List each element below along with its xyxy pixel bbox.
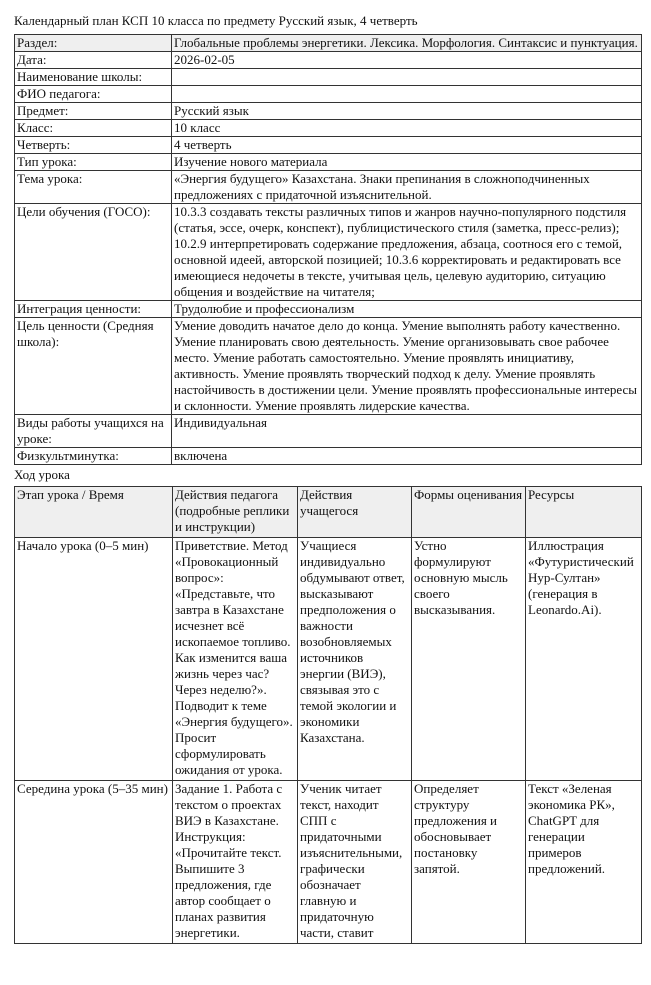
lesson-info-table	[14, 34, 642, 465]
info-value: Индивидуальная	[172, 415, 642, 448]
info-label: Тип урока:	[15, 154, 172, 171]
info-label: Интеграция ценности:	[15, 301, 172, 318]
cell-teacher: Приветствие. Метод «Провокационный вопрос»: «Представьте, что завтра в Казахстане исчезнет всё ископаемое топливо. Как изменится ваша жизнь через час? Через неделю?». Подводит к теме «Энергия будущего». Просит сформулировать ожидания от урока.	[173, 538, 298, 781]
cell-assessment: Устно формулируют основную мысль своего высказывания.	[412, 538, 526, 781]
info-label: Виды работы учащихся на уроке:	[15, 415, 172, 448]
cell-assessment: Определяет структуру предложения и обосновывает постановку запятой.	[412, 781, 526, 944]
info-label: Цель ценности (Средняя школа):	[15, 318, 172, 415]
info-row-subject	[15, 103, 642, 120]
info-value: 10.3.3 создавать тексты различных типов и жанров научно-популярного подстиля (статья, эссе, очерк, конспект), публицистического стиля (заметка, пресс-релиз); 10.2.9 интерпретировать содержание предложения, абзаца, соотнося его с темой, основной идеей, авторской позицией; 10.3.6 корректировать и редактировать все имеющиеся недочеты в тексте, учитывая цель, целевую аудиторию, ситуацию общения и воздействие на читателя;	[172, 204, 642, 301]
info-row-topic	[15, 171, 642, 204]
document-title: Календарный план КСП 10 класса по предмету Русский язык, 4 четверть	[14, 13, 418, 28]
info-label: Четверть:	[15, 137, 172, 154]
info-row-section	[15, 35, 642, 52]
info-row-work-types	[15, 415, 642, 448]
info-row-value-goal	[15, 318, 642, 415]
info-row-learning-goals	[15, 204, 642, 301]
header-resources: Ресурсы	[526, 487, 642, 538]
info-value: 2026-02-05	[172, 52, 642, 69]
cell-stage: Начало урока (0–5 мин)	[15, 538, 173, 781]
info-value	[172, 69, 642, 86]
info-label: Класс:	[15, 120, 172, 137]
header-stage: Этап урока / Время	[15, 487, 173, 538]
plan-row-middle	[15, 781, 642, 944]
info-value: 10 класс	[172, 120, 642, 137]
info-value: включена	[172, 448, 642, 465]
header-student-actions: Действия учащегося	[298, 487, 412, 538]
info-label: Тема урока:	[15, 171, 172, 204]
cell-student: Ученик читает текст, находит СПП с придаточными изъяснительными, графически обозначает главную и придаточную части, ставит	[298, 781, 412, 944]
info-label: Цели обучения (ГОСО):	[15, 204, 172, 301]
cell-teacher: Задание 1. Работа с текстом о проектах ВИЭ в Казахстане. Инструкция: «Прочитайте текст. Выпишите 3 предложения, где автор сообщает о планах развития энергетики.	[173, 781, 298, 944]
plan-row-start	[15, 538, 642, 781]
info-row-date	[15, 52, 642, 69]
cell-student: Учащиеся индивидуально обдумывают ответ, высказывают предположения о важности возобновляемых источников энергии (ВИЭ), связывая это с темой экологии и экономики Казахстана.	[298, 538, 412, 781]
info-value: 4 четверть	[172, 137, 642, 154]
info-value: «Энергия будущего» Казахстана. Знаки препинания в сложноподчиненных предложениях с придаточной изъяснительной.	[172, 171, 642, 204]
info-value	[172, 86, 642, 103]
info-row-value-integration	[15, 301, 642, 318]
info-row-quarter	[15, 137, 642, 154]
info-row-class	[15, 120, 642, 137]
info-label: ФИО педагога:	[15, 86, 172, 103]
info-row-teacher	[15, 86, 642, 103]
info-label: Дата:	[15, 52, 172, 69]
header-assessment: Формы оценивания	[412, 487, 526, 538]
cell-resources: Иллюстрация «Футуристический Нур-Султан» (генерация в Leonardo.Ai).	[526, 538, 642, 781]
lesson-plan-document	[14, 12, 641, 944]
info-label: Предмет:	[15, 103, 172, 120]
info-row-lesson-type	[15, 154, 642, 171]
info-label: Физкультминутка:	[15, 448, 172, 465]
lesson-flow-heading: Ход урока	[14, 467, 70, 482]
plan-header-row	[15, 487, 642, 538]
cell-resources: Текст «Зеленая экономика РК», ChatGPT для генерации примеров предложений.	[526, 781, 642, 944]
info-label: Раздел:	[15, 35, 172, 52]
info-value: Трудолюбие и профессионализм	[172, 301, 642, 318]
info-row-school	[15, 69, 642, 86]
header-teacher-actions: Действия педагога (подробные реплики и инструкции)	[173, 487, 298, 538]
info-value: Русский язык	[172, 103, 642, 120]
info-row-physical-break	[15, 448, 642, 465]
lesson-flow-table	[14, 486, 642, 944]
info-value: Глобальные проблемы энергетики. Лексика. Морфология. Синтаксис и пунктуация.	[172, 35, 642, 52]
info-value: Умение доводить начатое дело до конца. Умение выполнять работу качественно. Умение планировать свою деятельность. Умение организовывать свое рабочее место. Умение работать самостоятельно. Умение проявлять инициативу, активность. Умение проявлять творческий подход к делу. Умение проявлять настойчивость в достижении цели. Умение проявлять профессиональные интересы и склонности. Умение проявлять лидерские качества.	[172, 318, 642, 415]
info-value: Изучение нового материала	[172, 154, 642, 171]
info-label: Наименование школы:	[15, 69, 172, 86]
cell-stage: Середина урока (5–35 мин)	[15, 781, 173, 944]
